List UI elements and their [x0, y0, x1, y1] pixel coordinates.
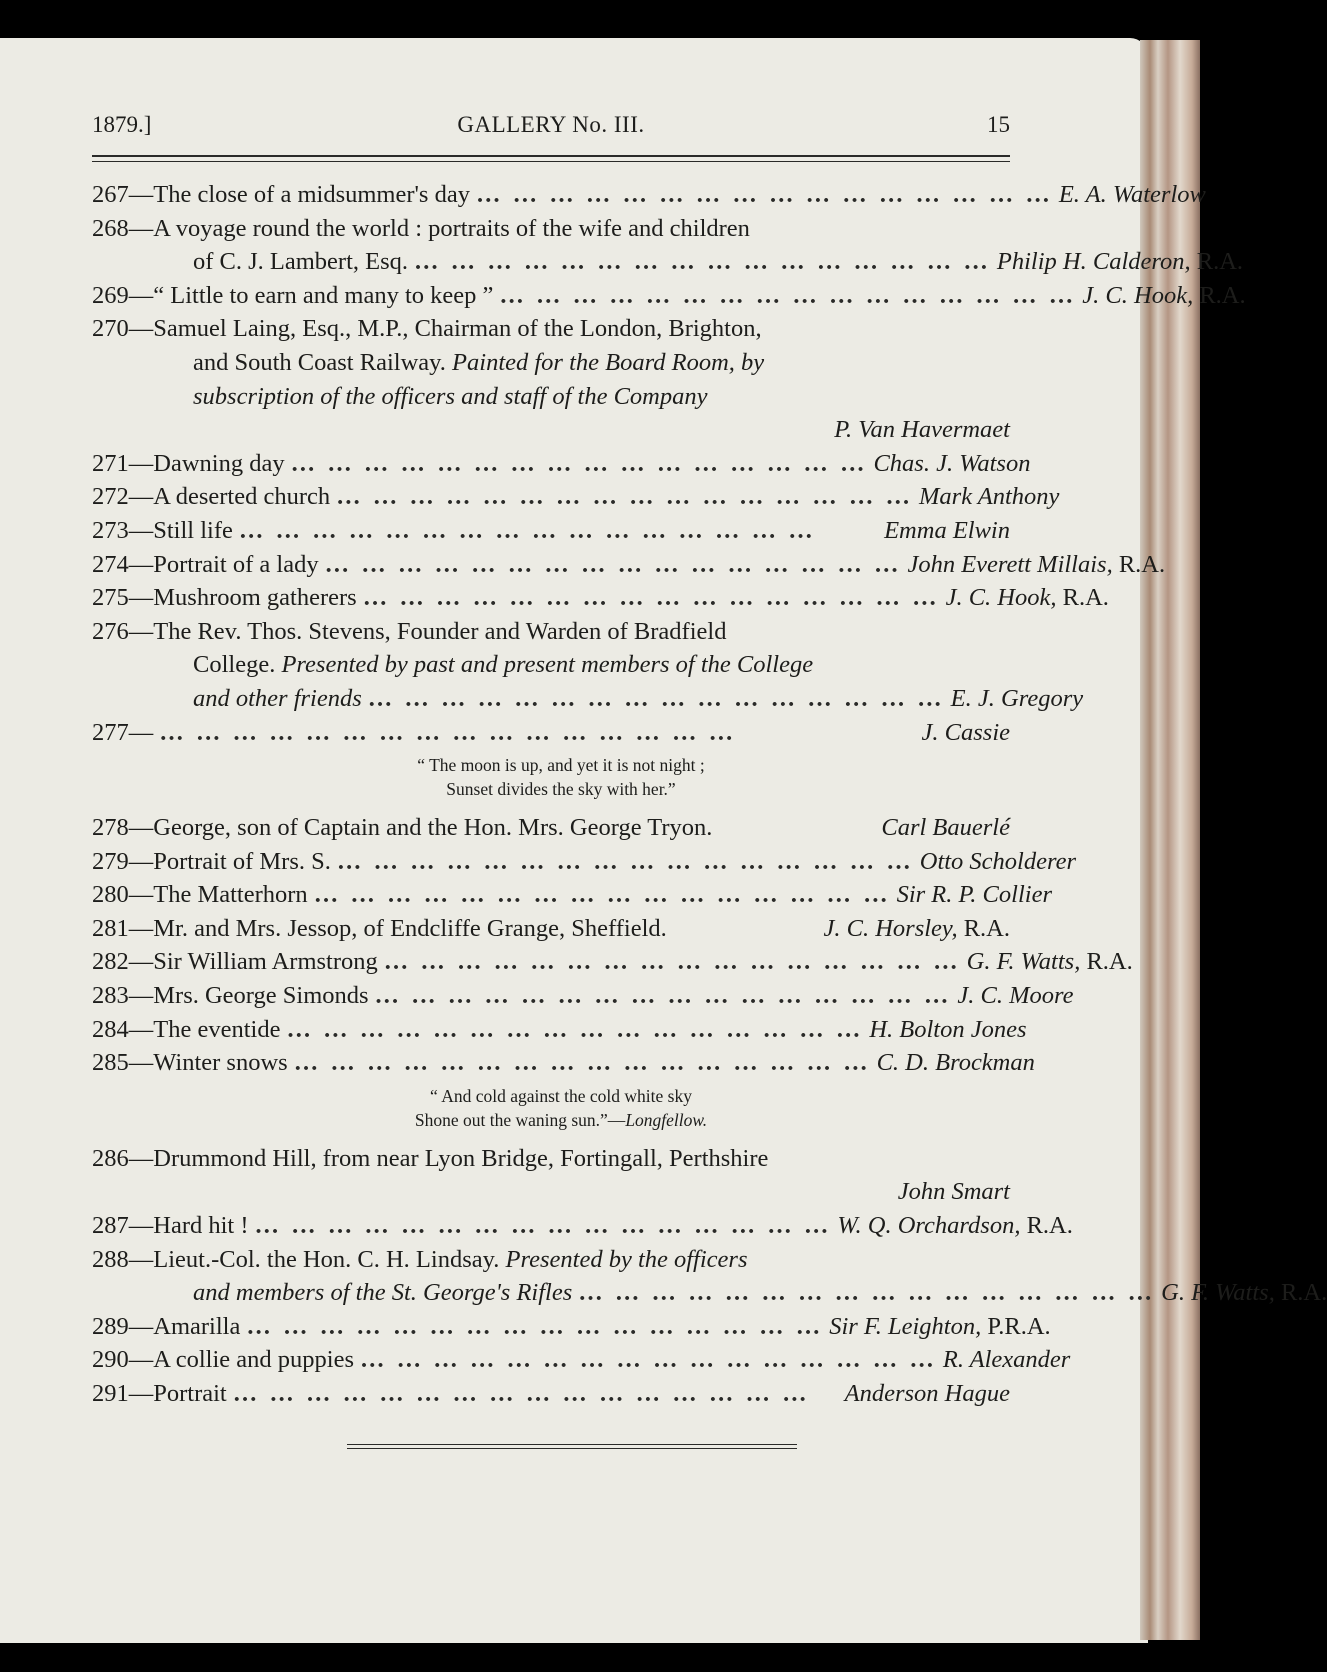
artist-name: [922, 716, 1010, 750]
entry-line: [92, 682, 1084, 716]
entry-note: and other friends: [193, 684, 362, 712]
catalogue-entry: [92, 615, 1084, 716]
entry-text: [92, 1377, 227, 1411]
entry-title: 291—Portrait: [92, 1380, 227, 1407]
entry-title: 288—Lieut.-Col. the Hon. C. H. Lindsay.: [92, 1245, 500, 1273]
header-rule: [92, 155, 1010, 157]
page-number: 15: [987, 112, 1010, 137]
page-header: [92, 112, 1010, 146]
leader-dots: … … … … … … … … … … … … … … … …: [159, 718, 737, 746]
leader-dots: … … … … … … … … … … … … … … … …: [324, 550, 902, 578]
entry-line: [92, 178, 1206, 212]
catalogue-entry: [92, 212, 1244, 279]
entry-line: [92, 845, 1077, 879]
leader-dots: … … … … … … … … … … … … … … … …: [286, 1015, 864, 1043]
entry-line: [92, 312, 1010, 346]
artist-name: [919, 480, 1059, 514]
entry-line: [92, 1243, 1010, 1277]
entry-line: [92, 447, 1031, 481]
artist-name-text: J. C. Hook,: [945, 584, 1057, 612]
quote-line: “ The moon is up, and yet it is not night ;: [417, 755, 705, 776]
artist-name: [957, 979, 1073, 1013]
quote-text: Shone out the waning sun.”—: [414, 1109, 626, 1130]
leader-dots: … … … … … … … … … … … … … … … …: [290, 449, 868, 477]
entry-title: 272—A deserted church: [92, 483, 331, 511]
artist-rank: R.A.: [1080, 948, 1133, 976]
entry-text: [193, 380, 707, 414]
page-title: GALLERY No. III.: [457, 112, 645, 137]
artist-rank: P.R.A.: [981, 1312, 1051, 1340]
entry-title: 274—Portrait of a lady: [92, 550, 319, 578]
artist-name-text: Carl Bauerlé: [881, 814, 1010, 842]
catalogue-entry: [92, 548, 1166, 582]
leader-dots: … … … … … … … … … … … … … … … …: [499, 281, 1077, 309]
verse-quote: [92, 1080, 1010, 1142]
footer-rule: [347, 1444, 797, 1445]
leader-dots: … … … … … … … … … … … … … … … …: [238, 516, 816, 544]
entry-text: [92, 1013, 280, 1047]
entry-line: [92, 648, 1010, 682]
catalogue-entry: [92, 912, 1010, 946]
entry-title: College.: [193, 651, 276, 679]
header-year: 1879.]: [92, 112, 152, 137]
artist-name: [824, 912, 1010, 946]
entry-title: 273—Still life: [92, 516, 233, 544]
artist-name: [877, 1046, 1035, 1080]
artist-name: [873, 447, 1030, 481]
artist-name: [845, 1377, 1010, 1411]
leader-dots: … … … … … … … … … … … … … … … …: [578, 1279, 1156, 1307]
artist-name: [829, 1310, 1050, 1344]
entry-note: Presented by the officers: [505, 1245, 748, 1273]
artist-rank: R.A.: [1274, 1279, 1327, 1307]
leader-dots: … … … … … … … … … … … … … … … …: [383, 948, 961, 976]
leader-dots: … … … … … … … … … … … … … … … …: [246, 1312, 824, 1340]
entry-line: [92, 212, 1010, 246]
artist-name-text: Anderson Hague: [844, 1380, 1010, 1407]
artist-name: [946, 581, 1109, 615]
leader-dots: … … … … … … … … … … … … … … … …: [232, 1380, 810, 1407]
artist-name: [897, 878, 1052, 912]
catalogue-entry: [92, 480, 1060, 514]
entry-text: [92, 1310, 240, 1344]
artist-name-text: G. F. Watts,: [1161, 1279, 1275, 1307]
entry-text: [92, 548, 319, 582]
artist-name-text: J. C. Horsley,: [823, 914, 958, 942]
catalogue-entry: [92, 1013, 1027, 1047]
catalogue-entry: [92, 1310, 1051, 1344]
entry-title: 281—Mr. and Mrs. Jessop, of Endcliffe Grange, Sheffield.: [92, 914, 667, 942]
entry-title: 290—A collie and puppies: [92, 1346, 354, 1374]
artist-name-text: G. F. Watts,: [966, 948, 1081, 976]
artist-name: John Smart: [897, 1178, 1010, 1206]
catalogue-entry: [92, 581, 1109, 615]
entry-line: [92, 1142, 1010, 1176]
entry-title: 278—George, son of Captain and the Hon. Mrs. George Tryon.: [92, 814, 713, 842]
artist-name-text: W. Q. Orchardson,: [837, 1212, 1021, 1240]
entry-title: 286—Drummond Hill, from near Lyon Bridge, Fortingall, Perthshire: [92, 1144, 769, 1172]
entry-text: [92, 1142, 768, 1176]
footer-rule-thin: [347, 1448, 797, 1449]
artist-name-text: R. Alexander: [942, 1346, 1071, 1374]
leader-dots: … … … … … … … … … … … … … … … …: [254, 1212, 832, 1240]
catalogue-entry: [92, 945, 1133, 979]
entry-title: 279—Portrait of Mrs. S.: [92, 847, 331, 875]
entry-line: [92, 514, 1010, 548]
artist-name-text: Otto Scholderer: [919, 847, 1077, 875]
leader-dots: … … … … … … … … … … … … … … … …: [475, 181, 1053, 208]
entry-text: [92, 1209, 249, 1243]
artist-name: [869, 1013, 1026, 1047]
entry-text: [92, 447, 285, 481]
entry-line: [92, 279, 1246, 313]
leader-dots: … … … … … … … … … … … … … … … …: [362, 584, 940, 612]
leader-dots: … … … … … … … … … … … … … … … …: [313, 881, 891, 909]
entry-title: 284—The eventide: [92, 1015, 281, 1043]
entry-title: 270—Samuel Laing, Esq., M.P., Chairman of the London, Brighton,: [92, 315, 762, 343]
entry-text: [92, 279, 493, 313]
entry-text: [92, 212, 750, 246]
artist-name: [1082, 279, 1245, 313]
entry-line: [92, 480, 1060, 514]
entry-line: [92, 245, 1244, 279]
entry-text: [92, 178, 470, 212]
artist-rank: R.A.: [1193, 281, 1246, 309]
entry-text: [193, 1276, 572, 1310]
catalogue-entry: [92, 1377, 1010, 1411]
catalogue-entries: [92, 178, 1327, 1411]
catalogue-entry: [92, 811, 1010, 845]
artist-name: [837, 1209, 1073, 1243]
entry-text: [92, 878, 308, 912]
entry-text: [92, 581, 357, 615]
leader-dots: … … … … … … … … … … … … … … … …: [336, 847, 914, 875]
entry-line: [92, 1276, 1327, 1310]
entry-line: [92, 1377, 1010, 1411]
artist-name: P. Van Havermaet: [834, 416, 1010, 444]
artist-name: [943, 1343, 1070, 1377]
leader-dots: … … … … … … … … … … … … … … … …: [414, 248, 991, 276]
entry-note: and members of the St. George's Rifles: [193, 1279, 573, 1307]
artist-name: [1059, 178, 1206, 212]
entry-title: 267—The close of a midsummer's day: [92, 181, 470, 208]
leader-dots: … … … … … … … … … … … … … … … …: [374, 982, 952, 1010]
entry-line: [92, 1310, 1051, 1344]
entry-title: 271—Dawning day: [92, 449, 285, 477]
artist-name-text: Philip H. Calderon,: [996, 248, 1191, 276]
catalogue-entry: [92, 1142, 1010, 1209]
entry-text: [92, 845, 331, 879]
catalogue-entry: [92, 514, 1010, 548]
artist-name: [1161, 1276, 1327, 1310]
entry-line: [92, 1343, 1071, 1377]
entry-note: subscription of the officers and staff of the Company: [193, 382, 708, 410]
artist-name: [920, 845, 1076, 879]
entry-text: [92, 514, 233, 548]
entry-text: [92, 979, 369, 1013]
leader-dots: … … … … … … … … … … … … … … … …: [367, 684, 945, 712]
leader-dots: … … … … … … … … … … … … … … … …: [359, 1346, 937, 1374]
entry-text: [92, 716, 153, 750]
quote-line: Sunset divides the sky with her.”: [446, 779, 676, 800]
entry-text: [92, 945, 378, 979]
catalogue-entry: [92, 178, 1206, 212]
artist-name-text: Emma Elwin: [884, 516, 1010, 544]
artist-name-text: H. Bolton Jones: [869, 1015, 1027, 1043]
artist-name-text: C. D. Brockman: [876, 1049, 1035, 1077]
verse-quote: [92, 749, 1010, 811]
catalogue-entry: [92, 716, 1010, 812]
entry-text: [193, 245, 408, 279]
entry-text: [193, 346, 764, 380]
entry-text: [92, 912, 667, 946]
entry-line: [92, 615, 1010, 649]
entry-line: [92, 945, 1133, 979]
catalogue-entry: [92, 1209, 1073, 1243]
entry-title: 277—: [92, 718, 154, 746]
entry-title: 276—The Rev. Thos. Stevens, Founder and Warden of Bradfield: [92, 617, 727, 645]
artist-name-text: J. C. Moore: [957, 982, 1074, 1010]
entry-line: [92, 979, 1074, 1013]
entry-text: [92, 312, 762, 346]
catalogue-entry: [92, 279, 1246, 313]
artist-name-text: E. J. Gregory: [950, 684, 1084, 712]
entry-note: Painted for the Board Room, by: [452, 348, 765, 376]
artist-name-text: E. A. Waterlow: [1058, 181, 1206, 208]
artist-name-text: Sir R. P. Collier: [896, 881, 1052, 909]
entry-title: of C. J. Lambert, Esq.: [193, 248, 409, 276]
entry-text: [92, 480, 330, 514]
entry-line: [92, 912, 1010, 946]
catalogue-entry: [92, 1243, 1327, 1310]
entry-text: [92, 811, 712, 845]
artist-name: [881, 811, 1010, 845]
entry-text: [92, 1243, 748, 1277]
entry-title: 269—“ Little to earn and many to keep ”: [92, 281, 494, 309]
artist-name: [997, 245, 1243, 279]
entry-line: [92, 811, 1010, 845]
entry-line: [92, 1046, 1035, 1080]
artist-rank: R.A.: [1112, 550, 1166, 578]
catalogue-entry: [92, 845, 1077, 879]
entry-line: [92, 878, 1052, 912]
artist-name: [967, 945, 1133, 979]
header-rule-thin: [92, 161, 1010, 162]
entry-line: [92, 548, 1166, 582]
entry-title: 268—A voyage round the world : portraits of the wife and children: [92, 214, 750, 242]
entry-title: 282—Sir William Armstrong: [92, 948, 378, 976]
entry-text: [92, 615, 726, 649]
entry-title: 280—The Matterhorn: [92, 881, 308, 909]
entry-line: [92, 716, 1010, 750]
artist-rank: R.A.: [1056, 584, 1109, 612]
entry-title: 289—Amarilla: [92, 1312, 241, 1340]
entry-text: [193, 648, 813, 682]
artist-name-text: John Everett Millais,: [907, 550, 1113, 578]
artist-name: [884, 514, 1010, 548]
artist-name: [907, 548, 1165, 582]
entry-line: [92, 1175, 1010, 1209]
quote-line: “ And cold against the cold white sky: [430, 1085, 692, 1106]
artist-name-text: Sir F. Leighton,: [829, 1312, 982, 1340]
entry-line: [92, 1013, 1027, 1047]
catalogue-entry: [92, 312, 1010, 446]
artist-name-text: Mark Anthony: [919, 483, 1060, 511]
catalogue-entry: [92, 1343, 1071, 1377]
entry-title: 285—Winter snows: [92, 1049, 288, 1077]
artist-rank: R.A.: [1190, 248, 1244, 276]
leader-dots: … … … … … … … … … … … … … … … …: [293, 1049, 871, 1077]
entry-title: 275—Mushroom gatherers: [92, 584, 357, 612]
artist-name-text: J. C. Hook,: [1082, 281, 1194, 309]
entry-note: Presented by past and present members of the College: [281, 651, 814, 679]
entry-title: and South Coast Railway.: [193, 348, 446, 376]
artist-name: [951, 682, 1083, 716]
artist-rank: R.A.: [957, 914, 1010, 942]
artist-rank: R.A.: [1020, 1212, 1073, 1240]
entry-line: [92, 1209, 1073, 1243]
catalogue-entry: [92, 1046, 1035, 1142]
entry-text: [92, 1046, 288, 1080]
entry-title: 283—Mrs. George Simonds: [92, 982, 369, 1010]
quote-author: Longfellow.: [625, 1109, 708, 1130]
entry-line: [92, 346, 1010, 380]
entry-line: [92, 413, 1010, 447]
entry-line: [92, 380, 1010, 414]
artist-name-text: Chas. J. Watson: [873, 449, 1031, 477]
entry-title: 287—Hard hit !: [92, 1212, 249, 1240]
leader-dots: … … … … … … … … … … … … … … … …: [336, 483, 913, 511]
artist-name-text: J. Cassie: [921, 718, 1010, 746]
entry-line: [92, 581, 1109, 615]
catalogue-entry: [92, 878, 1052, 912]
catalogue-entry: [92, 979, 1074, 1013]
entry-text: [193, 682, 362, 716]
quote-line: [112, 1108, 1010, 1132]
catalogue-entry: [92, 447, 1031, 481]
entry-text: [92, 1343, 354, 1377]
